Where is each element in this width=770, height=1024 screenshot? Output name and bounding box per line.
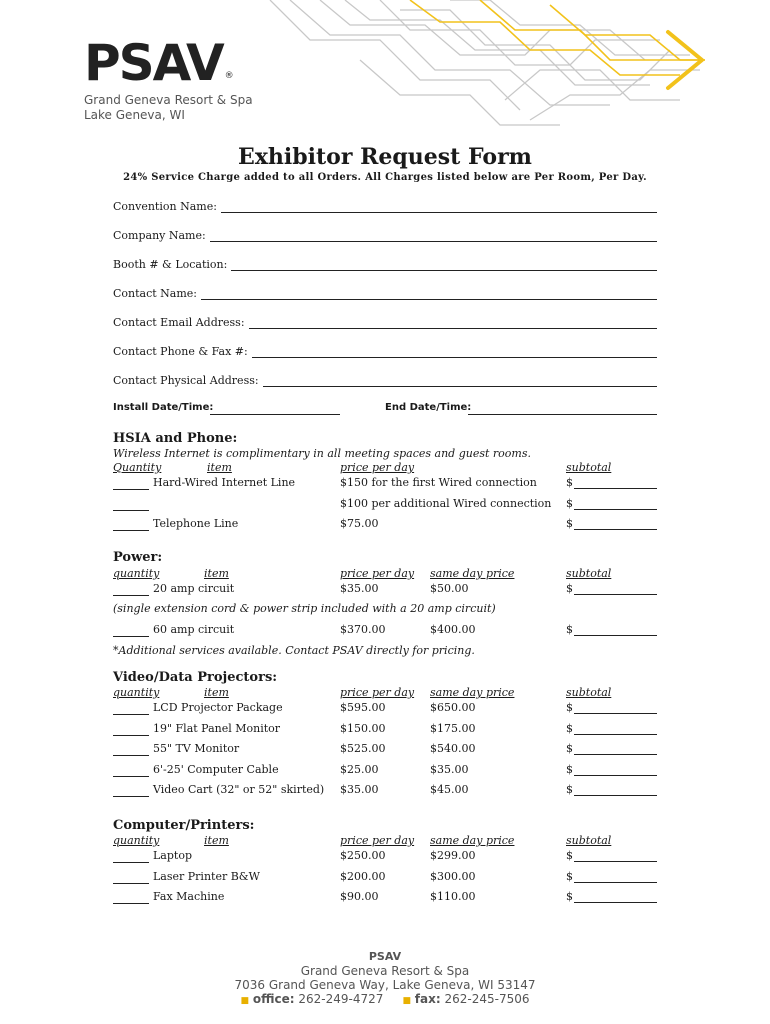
item-price: $150 for the first Wired connection [340, 476, 537, 489]
item-price: $35.00 [340, 582, 379, 595]
col-quantity: quantity [113, 567, 160, 580]
quantity-input[interactable] [113, 530, 149, 531]
bullet-icon: ■ [402, 996, 411, 1006]
office-label: office: [252, 992, 295, 1006]
field-line[interactable] [252, 346, 657, 358]
logo-text: PSAV [84, 34, 223, 92]
subtotal-field[interactable] [566, 582, 657, 595]
item-name: Laptop [153, 849, 192, 862]
subtotal-field[interactable] [566, 517, 657, 530]
form-subtitle: 24% Service Charge added to all Orders. All Charges listed below are Per Room, Per Day. [123, 172, 647, 183]
subtotal-field[interactable] [566, 742, 657, 755]
field-line[interactable] [210, 230, 657, 242]
quantity-input[interactable] [113, 714, 149, 715]
dollar-sign: $ [566, 582, 573, 595]
subtotal-field[interactable] [566, 722, 657, 735]
hsia-section-title: HSIA and Phone: [113, 431, 238, 446]
field-label: Contact Phone & Fax #: [113, 345, 248, 358]
footer-company: PSAV [368, 950, 402, 963]
contact-address-field[interactable] [113, 374, 657, 387]
col-quantity: quantity [113, 834, 160, 847]
end-date-input[interactable] [468, 414, 657, 415]
item-same-day-price: $175.00 [430, 722, 476, 735]
subtotal-field[interactable] [566, 763, 657, 776]
item-price: $150.00 [340, 722, 386, 735]
col-price: price per day [340, 461, 415, 474]
field-label: Contact Physical Address: [113, 374, 259, 387]
item-name: 55" TV Monitor [153, 742, 240, 755]
col-price: price per day [340, 834, 415, 847]
subtotal-field[interactable] [566, 870, 657, 883]
quantity-input[interactable] [113, 796, 149, 797]
subtotal-field[interactable] [566, 890, 657, 903]
header-decoration-graphic [250, 0, 770, 140]
subtotal-line[interactable] [574, 703, 657, 714]
end-date-label: End Date/Time: [385, 402, 472, 413]
subtotal-field[interactable] [566, 476, 657, 489]
subtotal-line[interactable] [574, 584, 657, 595]
col-item: item [204, 567, 229, 580]
contact-email-field[interactable] [113, 316, 657, 329]
subtotal-line[interactable] [574, 744, 657, 755]
form-title: Exhibitor Request Form [238, 144, 532, 170]
quantity-input[interactable] [113, 595, 149, 596]
subtotal-line[interactable] [574, 765, 657, 776]
col-quantity: Quantity [113, 461, 162, 474]
item-price: $200.00 [340, 870, 386, 883]
field-label: Booth # & Location: [113, 258, 228, 271]
subtotal-field[interactable] [566, 701, 657, 714]
item-name: 19" Flat Panel Monitor [153, 722, 281, 735]
item-price: $370.00 [340, 623, 386, 636]
item-same-day-price: $45.00 [430, 783, 469, 796]
item-price: $595.00 [340, 701, 386, 714]
quantity-input[interactable] [113, 776, 149, 777]
subtotal-line[interactable] [574, 724, 657, 735]
item-price: $525.00 [340, 742, 386, 755]
subtotal-line[interactable] [574, 519, 657, 530]
item-same-day-price: $400.00 [430, 623, 476, 636]
dollar-sign: $ [566, 849, 573, 862]
item-same-day-price: $110.00 [430, 890, 476, 903]
subtotal-line[interactable] [574, 785, 657, 796]
video-section-title: Video/Data Projectors: [113, 670, 278, 685]
field-label: Convention Name: [113, 200, 217, 213]
col-subtotal: subtotal [566, 461, 612, 474]
col-same-day: same day price [430, 834, 515, 847]
dollar-sign: $ [566, 476, 573, 489]
item-name: Laser Printer B&W [153, 870, 260, 883]
item-price: $90.00 [340, 890, 379, 903]
item-same-day-price: $650.00 [430, 701, 476, 714]
dollar-sign: $ [566, 742, 573, 755]
subtotal-line[interactable] [574, 851, 657, 862]
item-name: 6'-25' Computer Cable [153, 763, 279, 776]
quantity-input[interactable] [113, 735, 149, 736]
item-name: Video Cart (32" or 52" skirted) [153, 783, 325, 796]
fax-label: fax: [414, 992, 441, 1006]
venue-block [84, 93, 253, 123]
col-subtotal: subtotal [566, 567, 612, 580]
dollar-sign: $ [566, 623, 573, 636]
subtotal-line[interactable] [574, 478, 657, 489]
field-line[interactable] [201, 288, 657, 300]
item-name: LCD Projector Package [153, 701, 283, 714]
item-name: 20 amp circuit [153, 582, 235, 595]
subtotal-line[interactable] [574, 499, 657, 510]
computer-section-title: Computer/Printers: [113, 818, 255, 833]
psav-logo [84, 34, 234, 92]
item-name: 60 amp circuit [153, 623, 235, 636]
subtotal-field[interactable] [566, 849, 657, 862]
item-same-day-price: $300.00 [430, 870, 476, 883]
field-label: Company Name: [113, 229, 206, 242]
subtotal-field[interactable] [566, 623, 657, 636]
item-same-day-price: $50.00 [430, 582, 469, 595]
fax-number: 262-245-7506 [444, 992, 530, 1006]
booth-location-field[interactable] [113, 258, 657, 271]
registered-mark: ® [224, 71, 234, 81]
quantity-input[interactable] [113, 883, 149, 884]
dollar-sign: $ [566, 890, 573, 903]
quantity-input[interactable] [113, 755, 149, 756]
bullet-icon: ■ [240, 996, 250, 1006]
quantity-input[interactable] [113, 862, 149, 863]
item-same-day-price: $299.00 [430, 849, 476, 862]
dollar-sign: $ [566, 497, 573, 510]
office-number: 262-249-4727 [298, 992, 384, 1006]
quantity-input[interactable] [113, 510, 149, 511]
item-name: Telephone Line [153, 517, 239, 530]
dollar-sign: $ [566, 870, 573, 883]
footer-address: 7036 Grand Geneva Way, Lake Geneva, WI 53147 [234, 978, 536, 992]
dollar-sign: $ [566, 763, 573, 776]
power-cord-note: (single extension cord & power strip included with a 20 amp circuit) [113, 602, 496, 615]
venue-line-2: Lake Geneva, WI [84, 108, 185, 122]
field-line[interactable] [231, 259, 657, 271]
field-line[interactable] [221, 201, 657, 213]
date-row [113, 402, 657, 418]
field-label: Contact Email Address: [113, 316, 245, 329]
venue-line-1: Grand Geneva Resort & Spa [84, 93, 253, 107]
col-item: item [204, 834, 229, 847]
col-subtotal: subtotal [566, 686, 612, 699]
col-quantity: quantity [113, 686, 160, 699]
subtotal-line[interactable] [574, 625, 657, 636]
quantity-input[interactable] [113, 489, 149, 490]
convention-name-field[interactable] [113, 200, 657, 213]
item-name: Fax Machine [153, 890, 225, 903]
col-same-day: same day price [430, 686, 515, 699]
install-date-input[interactable] [210, 414, 340, 415]
quantity-input[interactable] [113, 636, 149, 637]
dollar-sign: $ [566, 517, 573, 530]
footer-venue: Grand Geneva Resort & Spa [300, 964, 470, 978]
item-price: $35.00 [340, 783, 379, 796]
item-price: $75.00 [340, 517, 379, 530]
item-price: $250.00 [340, 849, 386, 862]
field-line[interactable] [263, 375, 657, 387]
subtotal-field[interactable] [566, 783, 657, 796]
dollar-sign: $ [566, 722, 573, 735]
col-same-day: same day price [430, 567, 515, 580]
install-date-label: Install Date/Time: [113, 402, 214, 413]
contact-name-field[interactable] [113, 287, 657, 300]
hsia-note: Wireless Internet is complimentary in all meeting spaces and guest rooms. [113, 447, 531, 460]
subtotal-line[interactable] [574, 872, 657, 883]
item-price: $100 per additional Wired connection [340, 497, 552, 510]
company-name-field[interactable] [113, 229, 657, 242]
item-same-day-price: $35.00 [430, 763, 469, 776]
item-same-day-price: $540.00 [430, 742, 476, 755]
item-name: Hard-Wired Internet Line [153, 476, 296, 489]
item-price: $25.00 [340, 763, 379, 776]
col-subtotal: subtotal [566, 834, 612, 847]
footer-contact-line [0, 992, 770, 1008]
dollar-sign: $ [566, 701, 573, 714]
col-price: price per day [340, 686, 415, 699]
power-section-title: Power: [113, 550, 163, 565]
subtotal-field[interactable] [566, 497, 657, 510]
col-item: item [207, 461, 232, 474]
col-price: price per day [340, 567, 415, 580]
field-line[interactable] [249, 317, 657, 329]
dollar-sign: $ [566, 783, 573, 796]
additional-services-note: *Additional services available. Contact PSAV directly for pricing. [113, 644, 475, 657]
field-label: Contact Name: [113, 287, 198, 300]
contact-phone-fax-field[interactable] [113, 345, 657, 358]
footer [0, 950, 770, 1008]
subtotal-line[interactable] [574, 892, 657, 903]
quantity-input[interactable] [113, 903, 149, 904]
col-item: item [204, 686, 229, 699]
